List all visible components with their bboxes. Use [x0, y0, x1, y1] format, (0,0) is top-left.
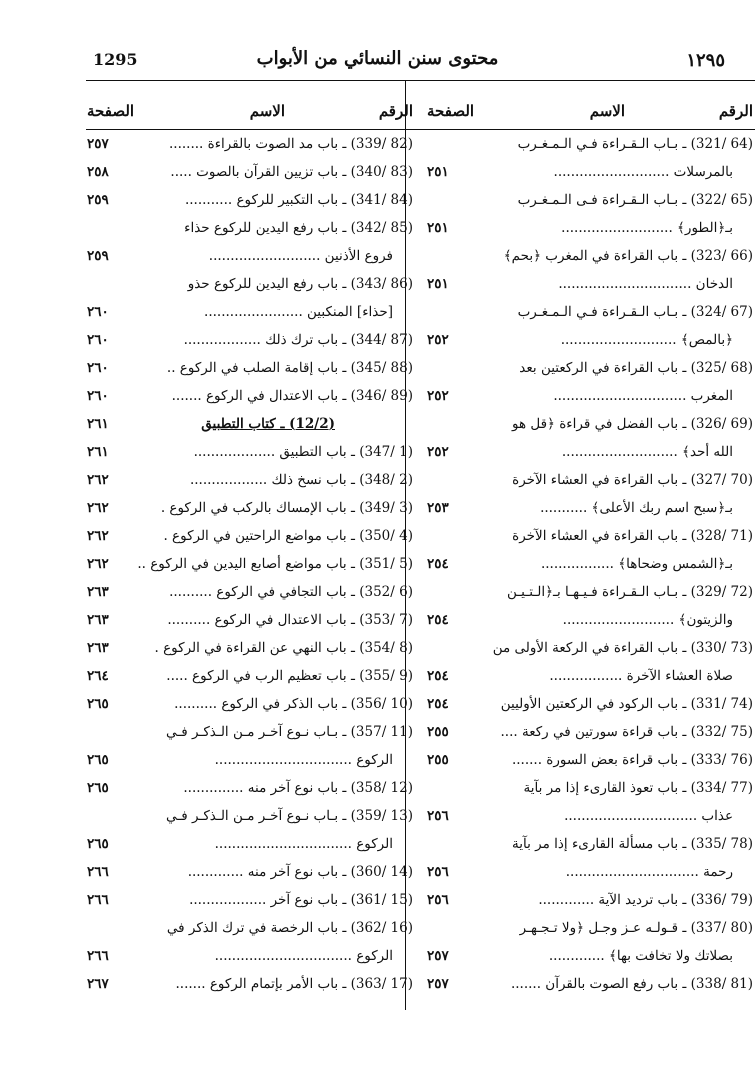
- entry-page: ٢٥٥: [427, 724, 449, 740]
- entry-title: فروع الأذنين ..........................: [208, 248, 393, 264]
- entry-page: ٢٦٦: [87, 948, 109, 964]
- entry-title: (88 /345) ـ باب إقامة الصلب في الركوع ..: [166, 360, 413, 376]
- entry-title: بـ﴿الطور﴾ ..........................: [561, 220, 733, 236]
- right-entries: [425, 130, 755, 998]
- toc-entry: [85, 326, 415, 354]
- toc-entry: [85, 578, 415, 606]
- entry-title: (64 /321) ـ بـاب الـقـراءة فـي الـمـغـرب: [517, 136, 753, 152]
- toc-entry: [425, 494, 755, 522]
- toc-entry: [85, 298, 415, 326]
- toc-entry: [425, 522, 755, 550]
- entry-title: [حذاء] المنكبين .......................: [204, 304, 393, 320]
- toc-entry: [85, 606, 415, 634]
- entry-title: (12 /358) ـ باب نوع آخر منه ..............: [183, 780, 413, 796]
- entry-page: ٢٦٣: [87, 640, 109, 656]
- entry-title: (66 /323) ـ باب القراءة في المغرب ﴿بحم﴾: [503, 248, 753, 264]
- entry-page: ٢٦٢: [87, 500, 109, 516]
- toc-entry: [85, 494, 415, 522]
- entry-title: ﴿بالمص﴾ ...........................: [560, 332, 733, 348]
- entry-page: ٢٥٤: [427, 668, 449, 684]
- entry-page: ٢٦٢: [87, 556, 109, 572]
- entry-title: (17 /363) ـ باب الأمر بإتمام الركوع .......: [175, 976, 413, 992]
- right-column: [425, 100, 755, 1020]
- left-column-header: [85, 100, 415, 130]
- num-heading: الرقم: [718, 102, 753, 120]
- entry-title: (73 /330) ـ باب القراءة في الركعة الأولى من: [492, 640, 753, 656]
- entry-page: ٢٥٢: [427, 332, 449, 348]
- entry-page: ٢٦٤: [87, 668, 109, 684]
- entry-page: ٢٦٠: [87, 388, 109, 404]
- entry-page: ٢٦٥: [87, 836, 109, 852]
- entry-title: (16 /362) ـ باب الرخصة في ترك الذكر في: [166, 920, 413, 936]
- entry-page: ٢٥٤: [427, 696, 449, 712]
- entry-title: (79 /336) ـ باب ترديد الآية .............: [538, 892, 753, 908]
- toc-entry: [425, 186, 755, 214]
- entry-title: (15 /361) ـ باب نوع آخر ..................: [189, 892, 413, 908]
- page-number-latin: 1295: [93, 50, 138, 69]
- entry-title: (71 /328) ـ باب القراءة في العشاء الآخرة: [512, 528, 753, 544]
- toc-entry: [425, 634, 755, 662]
- toc-entry: [85, 802, 415, 830]
- entry-title: (83 /340) ـ باب تزيين القرآن بالصوت .....: [170, 164, 413, 180]
- entry-page: ٢٦١: [87, 444, 109, 460]
- entry-page: ٢٦٦: [87, 892, 109, 908]
- entry-page: ٢٦٢: [87, 528, 109, 544]
- entry-title: (11 /357) ـ بـاب نـوع آخـر مـن الـذكـر فـي: [166, 724, 413, 740]
- toc-entry: [85, 774, 415, 802]
- entry-page: ٢٥٣: [427, 500, 449, 516]
- entry-page: ٢٦٣: [87, 612, 109, 628]
- toc-entry: [425, 298, 755, 326]
- name-heading: الاسم: [589, 102, 625, 120]
- entry-title: (82 /339) ـ باب مد الصوت بالقراءة ........: [169, 136, 413, 152]
- toc-entry: [425, 662, 755, 690]
- entry-title: والزيتون﴾ ..........................: [562, 612, 733, 628]
- entry-page: ٢٦١: [87, 416, 109, 432]
- toc-entry: [425, 914, 755, 942]
- entry-title: (10 /356) ـ باب الذكر في الركوع ..........: [174, 696, 413, 712]
- entry-title: رحمة ...............................: [565, 864, 733, 880]
- toc-entry: [85, 690, 415, 718]
- toc-entry: [85, 214, 415, 242]
- entry-title: (75 /332) ـ باب قراءة سورتين في ركعة ....: [500, 724, 753, 740]
- entry-page: ٢٦٥: [87, 752, 109, 768]
- entry-page: ٢٥١: [427, 164, 449, 180]
- num-heading: الرقم: [378, 102, 413, 120]
- entry-title: (72 /329) ـ بـاب الـقـراءة فـيـهـا بـ﴿الـتـيـن: [506, 584, 753, 600]
- entry-title: (67 /324) ـ بـاب الـقـراءة فـي الـمـغـرب: [517, 304, 753, 320]
- entry-page: ٢٥٧: [427, 948, 449, 964]
- page-header: [0, 44, 755, 78]
- toc-entry: [425, 802, 755, 830]
- toc-entry: [425, 326, 755, 354]
- entry-title: بالمرسلات ...........................: [553, 164, 733, 180]
- toc-entry: [425, 746, 755, 774]
- toc-entry: [85, 186, 415, 214]
- entry-title: (74 /331) ـ باب الركود في الركعتين الأوليين: [500, 696, 753, 712]
- toc-entry: [85, 746, 415, 774]
- toc-entry: [425, 410, 755, 438]
- entry-title: (78 /335) ـ باب مسألة القارىء إذا مر بآية: [512, 836, 753, 852]
- entry-title: عذاب ...............................: [564, 808, 733, 824]
- toc-entry: [425, 578, 755, 606]
- entry-page: ٢٦٧: [87, 976, 109, 992]
- right-column-header: [425, 100, 755, 130]
- toc-entry: [85, 382, 415, 410]
- toc-entry: [85, 886, 415, 914]
- page-title: محتوى سنن النسائي من الأبواب: [256, 48, 499, 69]
- entry-page: ٢٥٢: [427, 388, 449, 404]
- entry-page: ٢٦٢: [87, 472, 109, 488]
- entry-title: (5 /351) ـ باب مواضع أصابع اليدين في الركوع ..: [137, 556, 413, 572]
- toc-entry: [85, 970, 415, 998]
- toc-entry: [425, 942, 755, 970]
- entry-title: (87 /344) ـ باب ترك ذلك ..................: [183, 332, 413, 348]
- toc-entry: [425, 214, 755, 242]
- entry-page: ٢٥١: [427, 220, 449, 236]
- entry-page: ٢٥٨: [87, 164, 109, 180]
- toc-entry: [85, 466, 415, 494]
- toc-entry: [425, 242, 755, 270]
- entry-title: (8 /354) ـ باب النهي عن القراءة في الركوع .: [154, 640, 413, 656]
- toc-entry: [85, 858, 415, 886]
- toc-entry: [425, 690, 755, 718]
- entry-title: (86 /343) ـ باب رفع اليدين للركوع حذو: [187, 276, 413, 292]
- entry-title: صلاة العشاء الآخرة .................: [549, 668, 733, 684]
- entry-title: (65 /322) ـ بـاب الـقـراءة فـى الـمـغـرب: [517, 192, 753, 208]
- entry-page: ٢٥٢: [427, 444, 449, 460]
- entry-title: (76 /333) ـ باب قراءة بعض السورة .......: [511, 752, 753, 768]
- entry-page: ٢٦٥: [87, 780, 109, 796]
- toc-entry: [85, 550, 415, 578]
- entry-title: بـ﴿الشمس وضحاها﴾ .................: [540, 556, 733, 572]
- entry-title: (80 /337) ـ قـولـه عـز وجـل ﴿ولا تـجـهـر: [519, 920, 753, 936]
- toc-entry: [85, 914, 415, 942]
- toc-entry: [85, 158, 415, 186]
- toc-entry: [85, 830, 415, 858]
- entry-title: (70 /327) ـ باب القراءة في العشاء الآخرة: [512, 472, 753, 488]
- entry-title: الركوع ................................: [214, 836, 393, 852]
- entry-title: (1 /347) ـ باب التطبيق ...................: [193, 444, 413, 460]
- toc-entry: [85, 354, 415, 382]
- toc-entry: [85, 662, 415, 690]
- entry-page: ٢٥١: [427, 276, 449, 292]
- entry-page: ٢٥٥: [427, 752, 449, 768]
- entry-page: ٢٥٧: [87, 136, 109, 152]
- left-entries: [85, 130, 415, 998]
- toc-entry: [85, 522, 415, 550]
- entry-title: (6 /352) ـ باب التجافي في الركوع ..........: [169, 584, 413, 600]
- entry-title: (81 /338) ـ باب رفع الصوت بالقرآن .......: [510, 976, 753, 992]
- entry-page: ٢٦٠: [87, 360, 109, 376]
- entry-title: (12/2) ـ كتاب التطبيق: [201, 416, 335, 432]
- left-column: [85, 100, 415, 1020]
- entry-title: الركوع ................................: [214, 948, 393, 964]
- toc-entry: [425, 382, 755, 410]
- toc-entry: [85, 242, 415, 270]
- header-rule: [86, 80, 755, 81]
- entry-title: (77 /334) ـ باب تعوذ القارىء إذا مر بآية: [523, 780, 753, 796]
- entry-title: الركوع ................................: [214, 752, 393, 768]
- entry-title: (4 /350) ـ باب مواضع الراحتين في الركوع .: [163, 528, 413, 544]
- toc-entry: [85, 942, 415, 970]
- toc-entry: [425, 158, 755, 186]
- toc-entry: [425, 606, 755, 634]
- entry-title: (14 /360) ـ باب نوع آخر منه .............: [187, 864, 413, 880]
- toc-entry: [425, 858, 755, 886]
- toc-entry: [425, 550, 755, 578]
- entry-page: ٢٦٠: [87, 332, 109, 348]
- toc-entry: [85, 718, 415, 746]
- entry-page: ٢٦٦: [87, 864, 109, 880]
- toc-entry: [85, 438, 415, 466]
- entry-page: ٢٥٦: [427, 892, 449, 908]
- toc-entry: [425, 970, 755, 998]
- toc-entry: [425, 774, 755, 802]
- entry-title: (9 /355) ـ باب تعظيم الرب في الركوع .....: [166, 668, 413, 684]
- entry-title: بصلاتك ولا تخافت بها﴾ .............: [548, 948, 733, 964]
- page-heading: الصفحة: [427, 102, 475, 120]
- entry-title: (85 /342) ـ باب رفع اليدين للركوع حذاء: [184, 220, 413, 236]
- entry-title: الله أحد﴾ ...........................: [561, 444, 733, 460]
- entry-page: ٢٥٦: [427, 864, 449, 880]
- entry-page: ٢٥٩: [87, 192, 109, 208]
- entry-title: (7 /353) ـ باب الاعتدال في الركوع ..........: [167, 612, 413, 628]
- entry-page: ٢٥٤: [427, 612, 449, 628]
- toc-entry: [425, 354, 755, 382]
- entry-page: ٢٦٥: [87, 696, 109, 712]
- entry-title: (69 /326) ـ باب الفضل في قراءة ﴿قل هو: [511, 416, 753, 432]
- entry-page: ٢٥٤: [427, 556, 449, 572]
- toc-entry: [85, 634, 415, 662]
- toc-entry: [425, 270, 755, 298]
- entry-page: ٢٦٣: [87, 584, 109, 600]
- toc-entry: [85, 270, 415, 298]
- section-heading: [85, 410, 415, 438]
- toc-entry: [425, 886, 755, 914]
- entry-title: (3 /349) ـ باب الإمساك بالركب في الركوع .: [160, 500, 413, 516]
- toc-entry: [425, 130, 755, 158]
- entry-title: المغرب ...............................: [553, 388, 733, 404]
- entry-page: ٢٥٩: [87, 248, 109, 264]
- toc-entry: [425, 466, 755, 494]
- toc-entry: [425, 438, 755, 466]
- entry-title: بـ﴿سبح اسم ربك الأعلى﴾ ...........: [540, 500, 733, 516]
- toc-entry: [425, 830, 755, 858]
- toc-entry: [425, 718, 755, 746]
- entry-title: (68 /325) ـ باب القراءة في الركعتين بعد: [519, 360, 753, 376]
- entry-page: ٢٥٧: [427, 976, 449, 992]
- toc-entry: [85, 130, 415, 158]
- entry-title: (13 /359) ـ بـاب نـوع آخـر مـن الـذكـر فـي: [166, 808, 413, 824]
- name-heading: الاسم: [249, 102, 285, 120]
- page-heading: الصفحة: [87, 102, 135, 120]
- entry-title: (84 /341) ـ باب التكبير للركوع ...........: [184, 192, 413, 208]
- entry-title: (89 /346) ـ باب الاعتدال في الركوع .......: [171, 388, 413, 404]
- page-number-arabic: ١٢٩٥: [686, 50, 725, 71]
- entry-title: الدخان ...............................: [558, 276, 733, 292]
- entry-page: ٢٥٦: [427, 808, 449, 824]
- entry-title: (2 /348) ـ باب نسخ ذلك ..................: [189, 472, 413, 488]
- entry-page: ٢٦٠: [87, 304, 109, 320]
